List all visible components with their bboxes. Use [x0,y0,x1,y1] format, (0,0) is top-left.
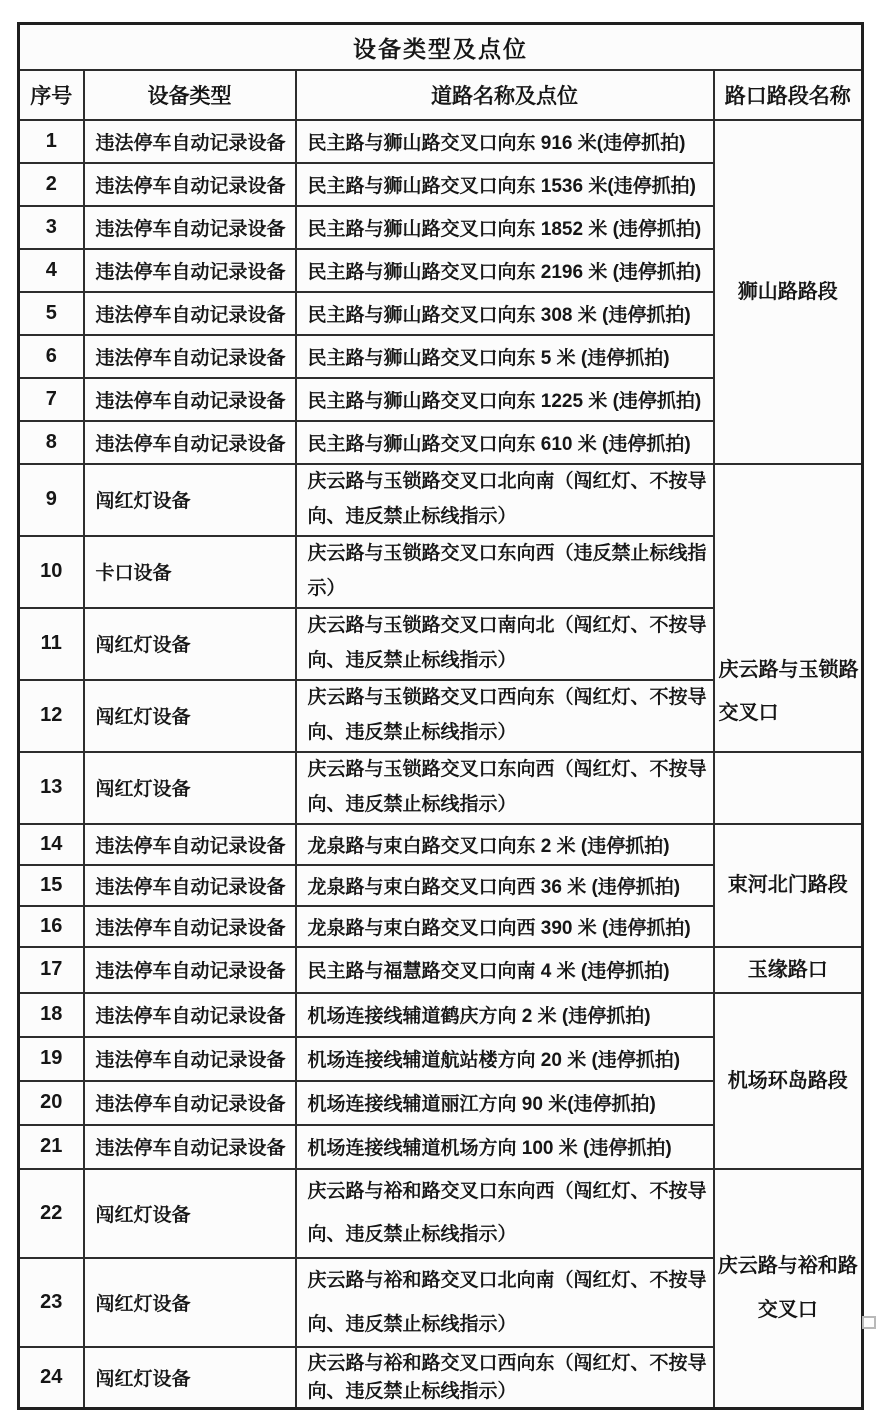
table-row [19,120,863,163]
row-number: 7 [19,378,84,421]
device-type: 违法停车自动记录设备 [84,120,296,163]
table-title-row [19,24,863,71]
device-type: 闯红灯设备 [84,608,296,680]
road-location: 庆云路与裕和路交叉口西向东（闯红灯、不按导向、违反禁止标线指示） [296,1347,714,1408]
device-type: 违法停车自动记录设备 [84,206,296,249]
road-location: 机场连接线辅道鹤庆方向 2 米 (违停抓拍) [296,993,714,1037]
row-number: 10 [19,536,84,608]
row-number: 17 [19,947,84,993]
row-number: 24 [19,1347,84,1408]
device-type: 违法停车自动记录设备 [84,1125,296,1169]
road-location: 民主路与狮山路交叉口向东 1225 米 (违停抓拍) [296,378,714,421]
road-location: 庆云路与玉锁路交叉口东向西（闯红灯、不按导向、违反禁止标线指示） [296,752,714,824]
device-type: 闯红灯设备 [84,1347,296,1408]
row-number: 23 [19,1258,84,1347]
device-type: 卡口设备 [84,536,296,608]
device-type: 闯红灯设备 [84,1169,296,1258]
row-number: 6 [19,335,84,378]
device-type: 违法停车自动记录设备 [84,906,296,947]
row-number: 19 [19,1037,84,1081]
header-device-type: 设备类型 [84,70,296,120]
road-location: 庆云路与玉锁路交叉口北向南（闯红灯、不按导向、违反禁止标线指示） [296,464,714,536]
device-type: 闯红灯设备 [84,752,296,824]
scan-artifact-square [862,1316,876,1329]
header-serial-number: 序号 [19,70,84,120]
group-name-yuyuan: 玉缘路口 [714,947,863,993]
header-road-location: 道路名称及点位 [296,70,714,120]
group-name-qingyun-yusuo: 庆云路与玉锁路交叉口 [714,464,863,752]
row-number: 18 [19,993,84,1037]
device-type: 违法停车自动记录设备 [84,1081,296,1125]
road-location: 龙泉路与束白路交叉口向西 36 米 (违停抓拍) [296,865,714,906]
road-location: 民主路与狮山路交叉口向东 2196 米 (违停抓拍) [296,249,714,292]
device-type: 违法停车自动记录设备 [84,249,296,292]
device-type: 违法停车自动记录设备 [84,292,296,335]
row-number: 11 [19,608,84,680]
header-group-name: 路口路段名称 [714,70,863,120]
device-type: 违法停车自动记录设备 [84,421,296,464]
road-location: 民主路与狮山路交叉口向东 5 米 (违停抓拍) [296,335,714,378]
road-location: 庆云路与裕和路交叉口东向西（闯红灯、不按导向、违反禁止标线指示） [296,1169,714,1258]
road-location: 民主路与狮山路交叉口向东 610 米 (违停抓拍) [296,421,714,464]
road-location: 机场连接线辅道丽江方向 90 米(违停抓拍) [296,1081,714,1125]
device-type: 违法停车自动记录设备 [84,865,296,906]
table-header-row [19,70,863,120]
table-title: 设备类型及点位 [19,24,863,71]
table-row [19,752,863,824]
row-number: 2 [19,163,84,206]
row-number: 15 [19,865,84,906]
device-type: 闯红灯设备 [84,464,296,536]
road-location: 庆云路与玉锁路交叉口南向北（闯红灯、不按导向、违反禁止标线指示） [296,608,714,680]
road-location: 民主路与狮山路交叉口向东 1852 米 (违停抓拍) [296,206,714,249]
row-number: 13 [19,752,84,824]
device-type: 违法停车自动记录设备 [84,947,296,993]
device-type: 违法停车自动记录设备 [84,1037,296,1081]
group-cell-empty [714,752,863,824]
device-location-table [17,22,864,1410]
road-location: 庆云路与玉锁路交叉口西向东（闯红灯、不按导向、违反禁止标线指示） [296,680,714,752]
table-row [19,824,863,865]
group-name-qingyun-yuhe: 庆云路与裕和路交叉口 [714,1169,863,1409]
table-row [19,947,863,993]
table-row [19,993,863,1037]
device-type: 违法停车自动记录设备 [84,378,296,421]
road-location: 庆云路与玉锁路交叉口东向西（违反禁止标线指示） [296,536,714,608]
group-name-jichang-huandao: 机场环岛路段 [714,993,863,1169]
device-type: 闯红灯设备 [84,1258,296,1347]
road-location: 民主路与狮山路交叉口向东 1536 米(违停抓拍) [296,163,714,206]
row-number: 4 [19,249,84,292]
group-name-shishan: 狮山路路段 [714,120,863,464]
device-type: 违法停车自动记录设备 [84,335,296,378]
road-location: 机场连接线辅道机场方向 100 米 (违停抓拍) [296,1125,714,1169]
road-location: 民主路与狮山路交叉口向东 308 米 (违停抓拍) [296,292,714,335]
road-location: 民主路与福慧路交叉口向南 4 米 (违停抓拍) [296,947,714,993]
row-number: 9 [19,464,84,536]
device-type: 违法停车自动记录设备 [84,824,296,865]
device-type: 违法停车自动记录设备 [84,163,296,206]
row-number: 14 [19,824,84,865]
table-row [19,464,863,536]
row-number: 1 [19,120,84,163]
row-number: 16 [19,906,84,947]
device-type: 违法停车自动记录设备 [84,993,296,1037]
road-location: 庆云路与裕和路交叉口北向南（闯红灯、不按导向、违反禁止标线指示） [296,1258,714,1347]
device-type: 闯红灯设备 [84,680,296,752]
row-number: 8 [19,421,84,464]
row-number: 22 [19,1169,84,1258]
road-location: 民主路与狮山路交叉口向东 916 米(违停抓拍) [296,120,714,163]
group-name-shuhe-beimen: 束河北门路段 [714,824,863,947]
row-number: 3 [19,206,84,249]
row-number: 20 [19,1081,84,1125]
row-number: 5 [19,292,84,335]
table-row [19,1169,863,1258]
row-number: 12 [19,680,84,752]
row-number: 21 [19,1125,84,1169]
road-location: 龙泉路与束白路交叉口向西 390 米 (违停抓拍) [296,906,714,947]
road-location: 机场连接线辅道航站楼方向 20 米 (违停抓拍) [296,1037,714,1081]
road-location: 龙泉路与束白路交叉口向东 2 米 (违停抓拍) [296,824,714,865]
